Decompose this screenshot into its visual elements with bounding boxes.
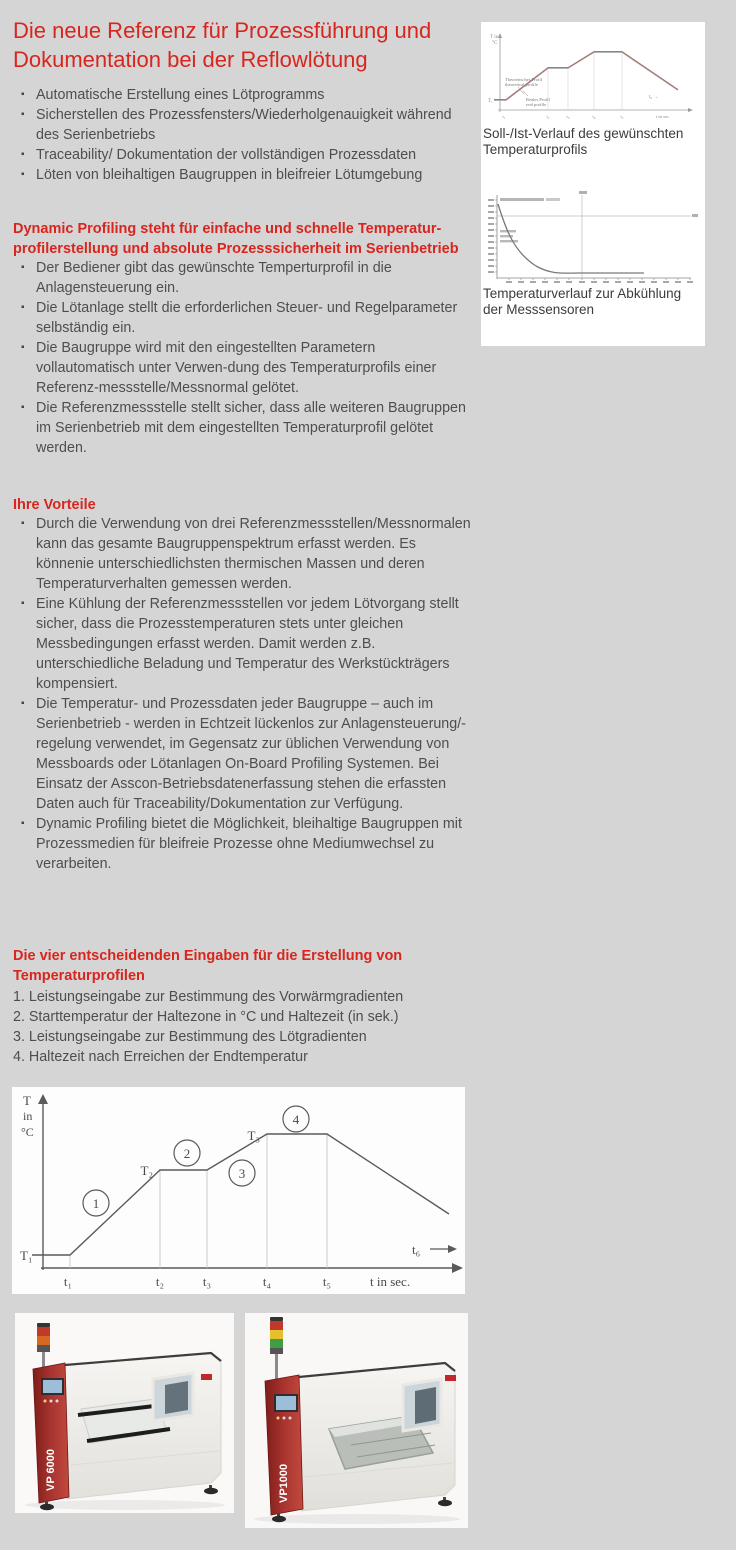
caption-line: der Messsensoren xyxy=(483,302,595,317)
machine-illustration-right xyxy=(245,1313,468,1528)
numbered-item: 3. Leistungseingabe zur Bestimmung des Lötgradienten xyxy=(13,1029,367,1045)
annotation-text: Reales Profil xyxy=(526,97,550,102)
process-window-interior xyxy=(165,1381,188,1414)
list-item: ▪ Dynamic Profiling bietet die Möglichkeit, bleihaltige Baugruppen mit Prozessmedien für bleifreie Prozesse ohne Mediumwechsel zu verarbeiten. xyxy=(13,814,475,874)
x-axis-label: t in sec xyxy=(656,114,670,119)
machine-foot xyxy=(272,1516,286,1522)
axis-label: T in xyxy=(490,35,499,40)
signal-lamp-green xyxy=(270,1339,283,1348)
caption-line: Temperaturverlauf zur Abkühlung xyxy=(483,286,682,301)
cooling-curve-chart xyxy=(484,190,698,286)
caption-line: Temperaturprofils xyxy=(483,142,588,157)
model-label: VP 6000 xyxy=(45,1448,57,1491)
x-tick: t₁ xyxy=(63,1274,73,1289)
section-heading-vorteile: Ihre Vorteile xyxy=(13,497,96,513)
machine-illustration-left xyxy=(15,1313,234,1513)
control-display xyxy=(42,1379,63,1394)
page-title-line1: Die neue Referenz für Prozessführung und xyxy=(13,18,432,43)
annotation-text: real profile xyxy=(526,102,547,107)
x-tick: t₄ xyxy=(262,1274,272,1289)
signal-lamp-yellow xyxy=(270,1330,283,1339)
temperature-profile-svg xyxy=(12,1087,465,1294)
t1-label: T₁ xyxy=(20,1248,33,1263)
time-line-label-mark xyxy=(579,191,587,194)
t6-label: t₆ → xyxy=(649,95,659,100)
figure2-caption xyxy=(483,286,701,318)
annotation-text: Theoretisches Profil xyxy=(505,77,543,82)
soll-ist-profile-chart xyxy=(486,28,698,128)
list-item: ▪ Automatische Erstellung eines Lötprogramms xyxy=(13,85,475,105)
y-axis-label: in xyxy=(23,1109,33,1123)
step-markers xyxy=(83,1106,309,1216)
signal-lamp-base xyxy=(270,1348,283,1354)
section-heading-dynamic-profiling xyxy=(13,219,478,259)
x-tick: t₅ xyxy=(620,114,624,119)
step-number: 4 xyxy=(292,1112,300,1127)
t3-label: T₃ xyxy=(247,1128,260,1143)
y-axis-label: T xyxy=(23,1093,31,1108)
chart-background xyxy=(484,190,698,286)
list-item: ▪ Die Temperatur- und Prozessdaten jeder Baugruppe – auch im Serienbetrieb - werden in Echtzeit lückenlos zur Anlagensteuerung/-regelung verwendet, im Gegensatz zur üblichen Verwendung von Messboards oder Lötanlagen On-Board Profiling Systemen. Bei Einsatz der Asscon-Betriebsdatenerfassung stehen die erfassten Daten auch für Traceability/Dokumentation zur Verfügung. xyxy=(13,694,475,814)
temperature-profile-diagram xyxy=(12,1087,465,1294)
list-item: ▪ Eine Kühlung der Referenzmessstellen vor jedem Lötvorgang stellt sicher, dass die Prozesstemperaturen stets unter gleichen Messbedingungen erfasst werden. Damit werden z.B. unterschiedliche Beladung und Temperatur des Werkstückträgers kompensiert. xyxy=(13,594,475,694)
signal-tower-cap xyxy=(270,1317,283,1321)
heading-line: Dynamic Profiling steht für einfache und schnelle Temperatur- xyxy=(13,221,442,237)
process-window-interior xyxy=(415,1387,436,1424)
x-tick: t₂ xyxy=(546,114,550,119)
list-item: ▪ Die Lötanlage stellt die erforderlichen Steuer- und Regelparameter selbständig ein. xyxy=(13,298,475,338)
x-tick: t₅ xyxy=(322,1274,332,1289)
x-tick: t₃ xyxy=(566,114,570,119)
machine-foot xyxy=(204,1488,218,1494)
model-label: VP1000 xyxy=(278,1463,290,1503)
dynamic-profiling-bullet-list xyxy=(13,258,475,458)
page-title xyxy=(13,16,478,74)
list-item: ▪ Die Referenzmessstelle stellt sicher, dass alle weiteren Baugruppen im Serienbetrieb mit dem eingestellten Temperaturprofil gelötet werden. xyxy=(13,398,475,458)
t1-label: T₁ xyxy=(488,99,493,104)
legend-mark xyxy=(546,198,560,201)
annotation-text: theoretical profile xyxy=(505,82,538,87)
t2-label: T₂ xyxy=(140,1163,153,1178)
page-title-line2: Dokumentation bei der Reflowlötung xyxy=(13,47,368,72)
numbered-item: 4. Haltezeit nach Erreichen der Endtemperatur xyxy=(13,1049,308,1065)
machine-foot xyxy=(438,1500,452,1506)
eingaben-numbered-list xyxy=(13,987,478,1067)
list-item: ▪ Traceability/ Dokumentation der vollständigen Prozessdaten xyxy=(13,145,475,165)
signal-lamp-base xyxy=(37,1345,50,1352)
numbered-item: 2. Starttemperatur der Haltezone in °C und Haltezeit (in sek.) xyxy=(13,1009,399,1025)
vorteile-bullet-list xyxy=(13,514,475,874)
brand-logo xyxy=(201,1374,212,1380)
signal-lamp-red xyxy=(270,1321,283,1330)
x-axis-label: t in sec. xyxy=(370,1274,411,1289)
heading-line: Die vier entscheidenden Eingaben für die Erstellung von xyxy=(13,948,403,964)
intro-bullet-list xyxy=(13,85,475,185)
signal-tower-cap xyxy=(37,1323,50,1327)
list-item: ▪ Durch die Verwendung von drei Referenzmessstellen/Messnormalen kann das gesamte Baugruppenspektrum erfasst werden. Es könnenie unterschiedlichsten thermischen Massen und deren Temperaturverhalten gemessen werden. xyxy=(13,514,475,594)
signal-lamp-red xyxy=(37,1327,50,1336)
list-item: ▪ Der Bediener gibt das gewünschte Temperturprofil in die Anlagensteuerung ein. xyxy=(13,258,475,298)
list-item: ▪ Die Baugruppe wird mit den eingestellten Parametern vollautomatisch unter Verwen-dung des Temperaturprofils einer Referenz-messstelle/Messnormal gelötet. xyxy=(13,338,475,398)
step-number: 2 xyxy=(183,1146,191,1161)
x-tick: t₄ xyxy=(592,114,596,119)
step-number: 1 xyxy=(92,1196,100,1211)
figure1-caption xyxy=(483,126,701,158)
list-item: ▪ Löten von bleihaltigen Baugruppen in bleifreier Lötumgebung xyxy=(13,165,475,185)
axis-label: °C xyxy=(492,41,498,46)
legend-mark xyxy=(500,198,544,201)
heading-line: Temperaturprofilen xyxy=(13,968,145,984)
x-tick: t₁ xyxy=(502,114,506,119)
machine-photo-vp6000 xyxy=(15,1313,234,1513)
heading-line: profilerstellung und absolute Prozesssicherheit im Serienbetrieb xyxy=(13,241,459,257)
step-number: 3 xyxy=(238,1166,246,1181)
caption-line: Soll-/Ist-Verlauf des gewünschten xyxy=(483,126,684,141)
brand-logo xyxy=(445,1375,456,1381)
section-heading-eingaben xyxy=(13,946,478,986)
x-tick: t₃ xyxy=(202,1274,212,1289)
machine-photo-vp1000 xyxy=(245,1313,468,1528)
signal-lamp-amber xyxy=(37,1336,50,1345)
temp-line-label-mark xyxy=(692,214,698,217)
side-figure-panel xyxy=(481,22,705,346)
profile-line xyxy=(32,1134,449,1255)
numbered-item: 1. Leistungseingabe zur Bestimmung des Vorwärmgradienten xyxy=(13,989,404,1005)
y-axis-label: °C xyxy=(21,1125,34,1139)
control-display xyxy=(275,1395,297,1411)
x-tick: t₂ xyxy=(155,1274,165,1289)
annotation-mark xyxy=(500,240,518,242)
machine-foot xyxy=(40,1504,54,1510)
t6-label: t₆ xyxy=(412,1242,421,1257)
list-item: ▪ Sicherstellen des Prozessfensters/Wiederholgenauigkeit während des Serienbetriebs xyxy=(13,105,475,145)
